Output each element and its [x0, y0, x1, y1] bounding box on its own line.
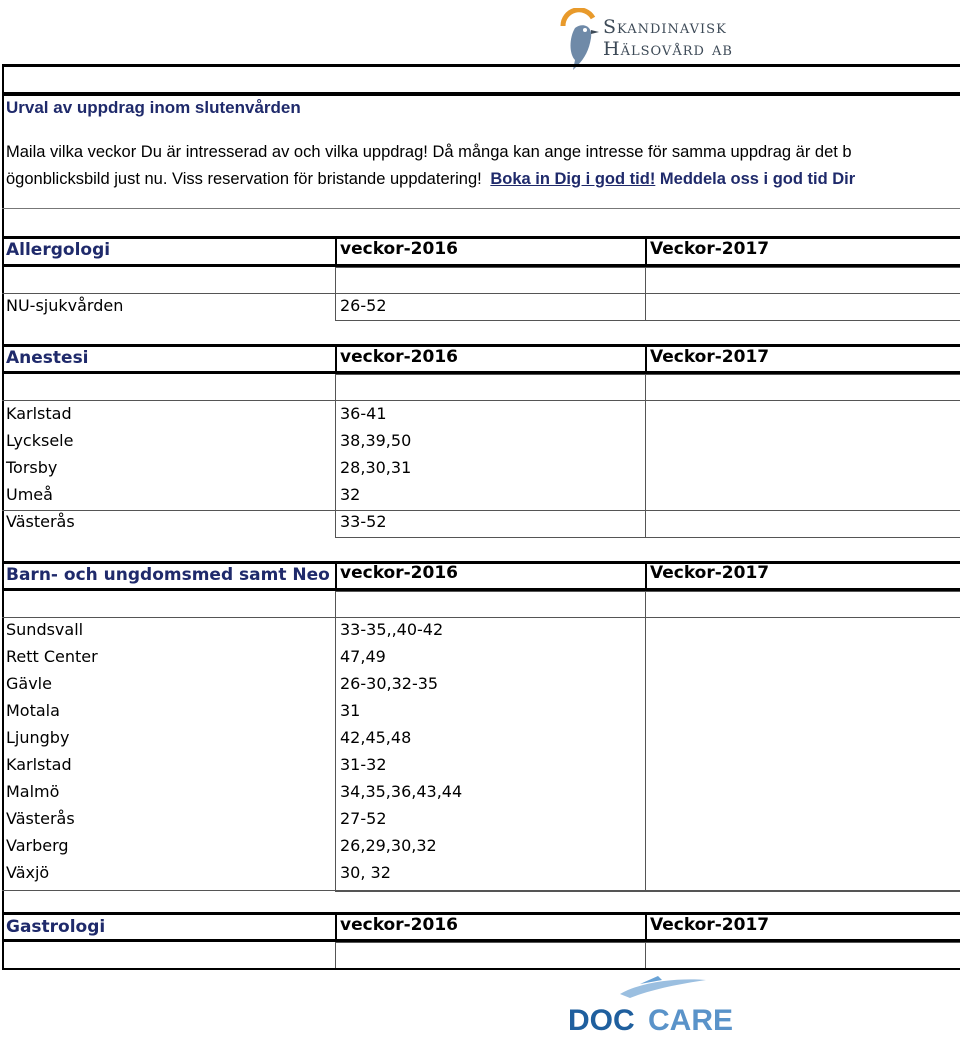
grid-line — [2, 344, 960, 347]
place-cell: Lycksele — [6, 431, 74, 450]
column-header-2016: veckor-2016 — [340, 239, 458, 259]
section-title-barn: Barn- och ungdomsmed samt Neo — [6, 565, 330, 585]
weeks-cell: 34,35,36,43,44 — [340, 782, 463, 801]
grid-line — [335, 345, 337, 373]
grid-line — [2, 561, 960, 564]
section-title-allergologi: Allergologi — [6, 240, 111, 260]
place-cell: Sundsvall — [6, 620, 84, 639]
place-cell: Karlstad — [6, 404, 72, 423]
place-cell: Torsby — [6, 458, 58, 477]
place-cell: Malmö — [6, 782, 60, 801]
grid-line — [2, 510, 960, 511]
place-cell: Varberg — [6, 836, 69, 855]
doc-care-logo — [566, 976, 748, 1034]
grid-line — [2, 968, 960, 970]
spreadsheet — [2, 64, 960, 970]
empty-cell — [645, 942, 960, 970]
weeks-cell: 26,29,30,32 — [340, 836, 437, 855]
swoosh-icon — [620, 979, 706, 998]
grid-line — [2, 236, 960, 239]
column-header-2017: Veckor-2017 — [650, 563, 770, 583]
weeks-cell: 28,30,31 — [340, 458, 412, 477]
place-cell: Umeå — [6, 485, 53, 504]
intro-line-2 — [6, 169, 855, 189]
grid-line — [645, 239, 647, 267]
weeks-cell: 38,39,50 — [340, 431, 412, 450]
logo-text-care: CARE — [648, 1004, 734, 1034]
grid-line — [2, 208, 960, 209]
weeks-cell: 47,49 — [340, 647, 386, 666]
grid-line — [645, 345, 647, 373]
weeks-cell: 42,45,48 — [340, 728, 412, 747]
grid-line — [335, 239, 337, 267]
brand-name — [603, 16, 733, 60]
place-cell: NU-sjukvården — [6, 296, 124, 315]
place-cell: Ljungby — [6, 728, 70, 747]
logo-text-doc: DOC — [568, 1004, 635, 1034]
column-header-2017: Veckor-2017 — [650, 347, 770, 367]
grid-line — [2, 64, 960, 67]
empty-cell — [645, 374, 960, 538]
weeks-cell: 33-35,,40-42 — [340, 620, 444, 639]
brand-line-1: Skandinavisk — [603, 16, 727, 38]
skandinavisk-halsovard-logo — [555, 8, 775, 72]
place-cell: Karlstad — [6, 755, 72, 774]
grid-line — [2, 400, 960, 401]
grid-line — [2, 64, 4, 970]
grid-line — [2, 617, 960, 618]
book-link[interactable]: Boka in Dig i god tid! — [490, 170, 656, 188]
page-title: Urval av uppdrag inom slutenvården — [6, 98, 301, 117]
grid-line — [2, 912, 960, 915]
place-cell: Västerås — [6, 512, 75, 531]
place-cell: Växjö — [6, 863, 50, 882]
weeks-cell: 31 — [340, 701, 361, 720]
place-cell: Gävle — [6, 674, 52, 693]
grid-line — [2, 293, 960, 294]
section-title-gastrologi: Gastrologi — [6, 917, 106, 937]
weeks-cell: 31-32 — [340, 755, 387, 774]
column-header-2016: veckor-2016 — [340, 915, 458, 935]
weeks-cell: 26-52 — [340, 296, 387, 315]
place-cell: Västerås — [6, 809, 75, 828]
grid-line — [645, 913, 647, 941]
grid-line — [645, 562, 647, 590]
empty-cell — [645, 591, 960, 892]
column-header-2017: Veckor-2017 — [650, 915, 770, 935]
brand-line-2: Hälsovård ab — [603, 38, 733, 60]
grid-line — [335, 913, 337, 941]
bird-logo-icon — [555, 8, 605, 72]
grid-line — [335, 562, 337, 590]
place-cell: Rett Center — [6, 647, 98, 666]
place-cell: Motala — [6, 701, 60, 720]
empty-cell — [645, 267, 960, 321]
grid-line — [2, 890, 960, 891]
column-header-2016: veckor-2016 — [340, 347, 458, 367]
weeks-cell: 32 — [340, 485, 361, 504]
intro-text: ögonblicksbild just nu. Viss reservation för bristande uppdatering! — [6, 170, 482, 188]
grid-line — [2, 92, 960, 96]
weeks-cell: 26-30,32-35 — [340, 674, 439, 693]
intro-line-1: Maila vilka veckor Du är intresserad av och vilka uppdrag! Då många kan ange intresse för samma uppdrag är det b — [6, 143, 852, 161]
intro-contact-text: Meddela oss i god tid Dir — [659, 170, 856, 188]
column-header-2016: veckor-2016 — [340, 563, 458, 583]
weeks-cell: 27-52 — [340, 809, 387, 828]
column-header-2017: Veckor-2017 — [650, 239, 770, 259]
weeks-cell: 33-52 — [340, 512, 387, 531]
weeks-cell: 36-41 — [340, 404, 387, 423]
empty-cell — [335, 942, 646, 970]
weeks-cell: 30, 32 — [340, 863, 391, 882]
section-title-anestesi: Anestesi — [6, 348, 89, 368]
